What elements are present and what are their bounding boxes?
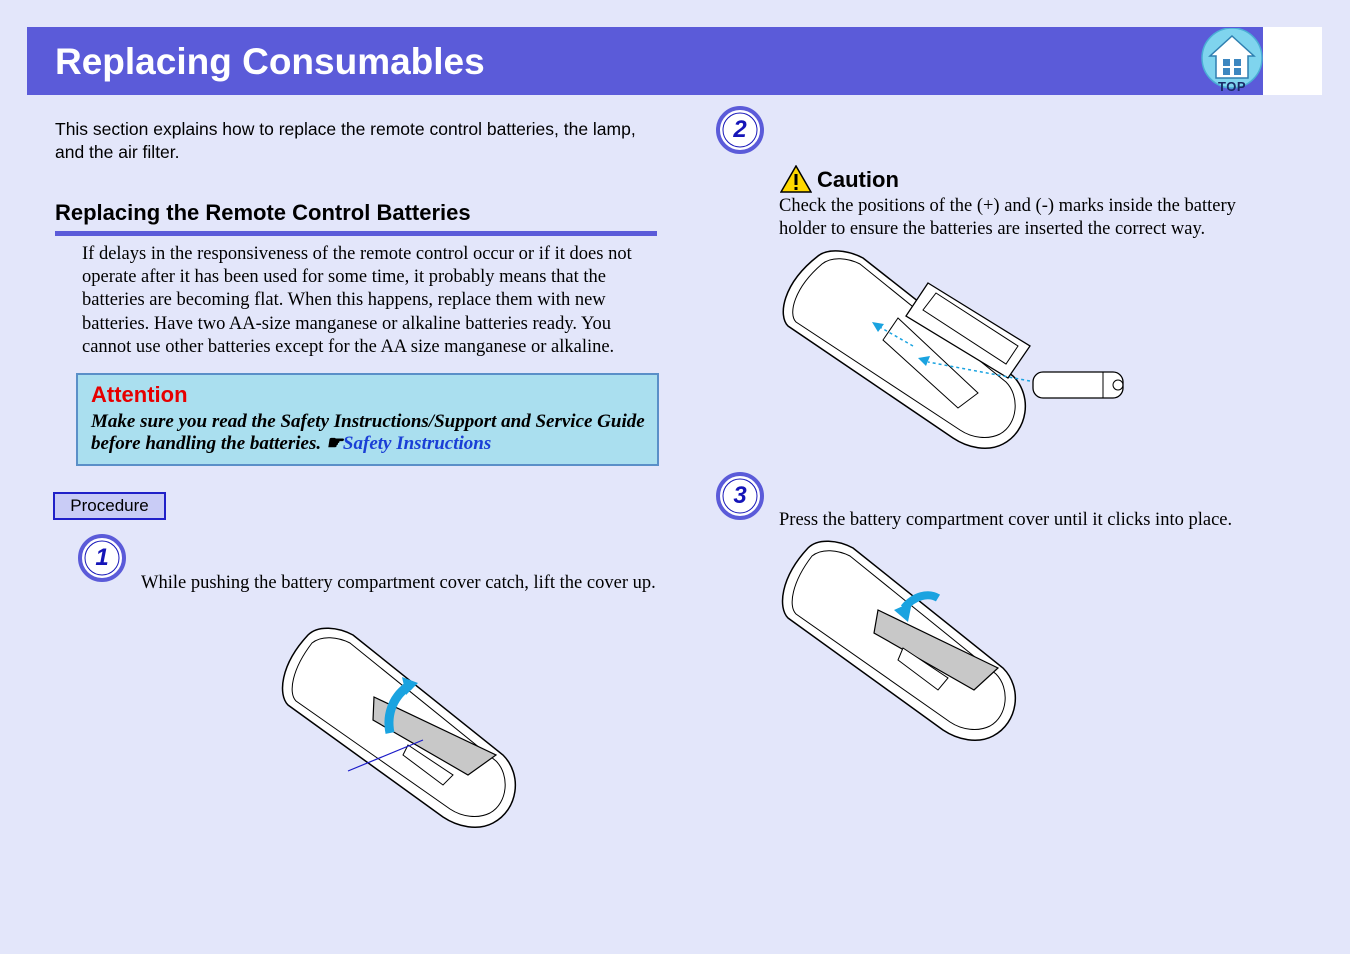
pointer-hand-icon: ☛ xyxy=(325,432,343,454)
warning-icon xyxy=(780,165,812,193)
attention-text xyxy=(91,411,651,454)
step-3-badge xyxy=(715,471,765,521)
step-1-badge xyxy=(77,533,127,583)
page-header-bar xyxy=(27,27,1263,95)
intro-text: This section explains how to replace the remote control batteries, the lamp, and the air filter. xyxy=(55,119,636,162)
caution-title: Caution xyxy=(817,167,899,192)
page-title: Replacing Consumables xyxy=(55,41,485,82)
cover-close-illustration xyxy=(778,538,1023,743)
caution-heading xyxy=(780,165,899,192)
procedure-label: Procedure xyxy=(53,492,166,520)
step-1-text: While pushing the battery compartment cover catch, lift the cover up. xyxy=(141,573,656,593)
step-3-text: Press the battery compartment cover until it clicks into place. xyxy=(779,510,1233,530)
step-2-number: 2 xyxy=(733,116,747,143)
battery-insert-illustration xyxy=(778,248,1133,463)
attention-box xyxy=(76,373,659,466)
section-body: If delays in the responsiveness of the remote control occur or if it does not operate after it has been used for some time, it probably means that the batteries are becoming flat. When this happens, replace them with new batteries. Have two AA-size manganese or alkaline batteries ready. You cannot use other batteries except for the AA size manganese or alkaline. xyxy=(82,244,632,357)
top-button-label[interactable]: TOP xyxy=(1218,79,1246,94)
step-3-number: 3 xyxy=(733,482,747,509)
attention-body: Make sure you read the Safety Instructions/Support and Service Guide before handling the batteries. xyxy=(91,411,645,454)
header-page-tab xyxy=(1263,27,1322,95)
section-heading: Replacing the Remote Control Batteries xyxy=(55,200,657,236)
step-2-badge xyxy=(715,105,765,155)
remote-cover-lift-illustration xyxy=(278,625,523,830)
caution-text: Check the positions of the (+) and (-) marks inside the battery holder to ensure the batteries are inserted the correct way. xyxy=(779,196,1236,239)
safety-instructions-link[interactable]: Safety Instructions xyxy=(342,432,492,454)
step-1-number: 1 xyxy=(95,544,109,571)
attention-title: Attention xyxy=(91,382,188,407)
